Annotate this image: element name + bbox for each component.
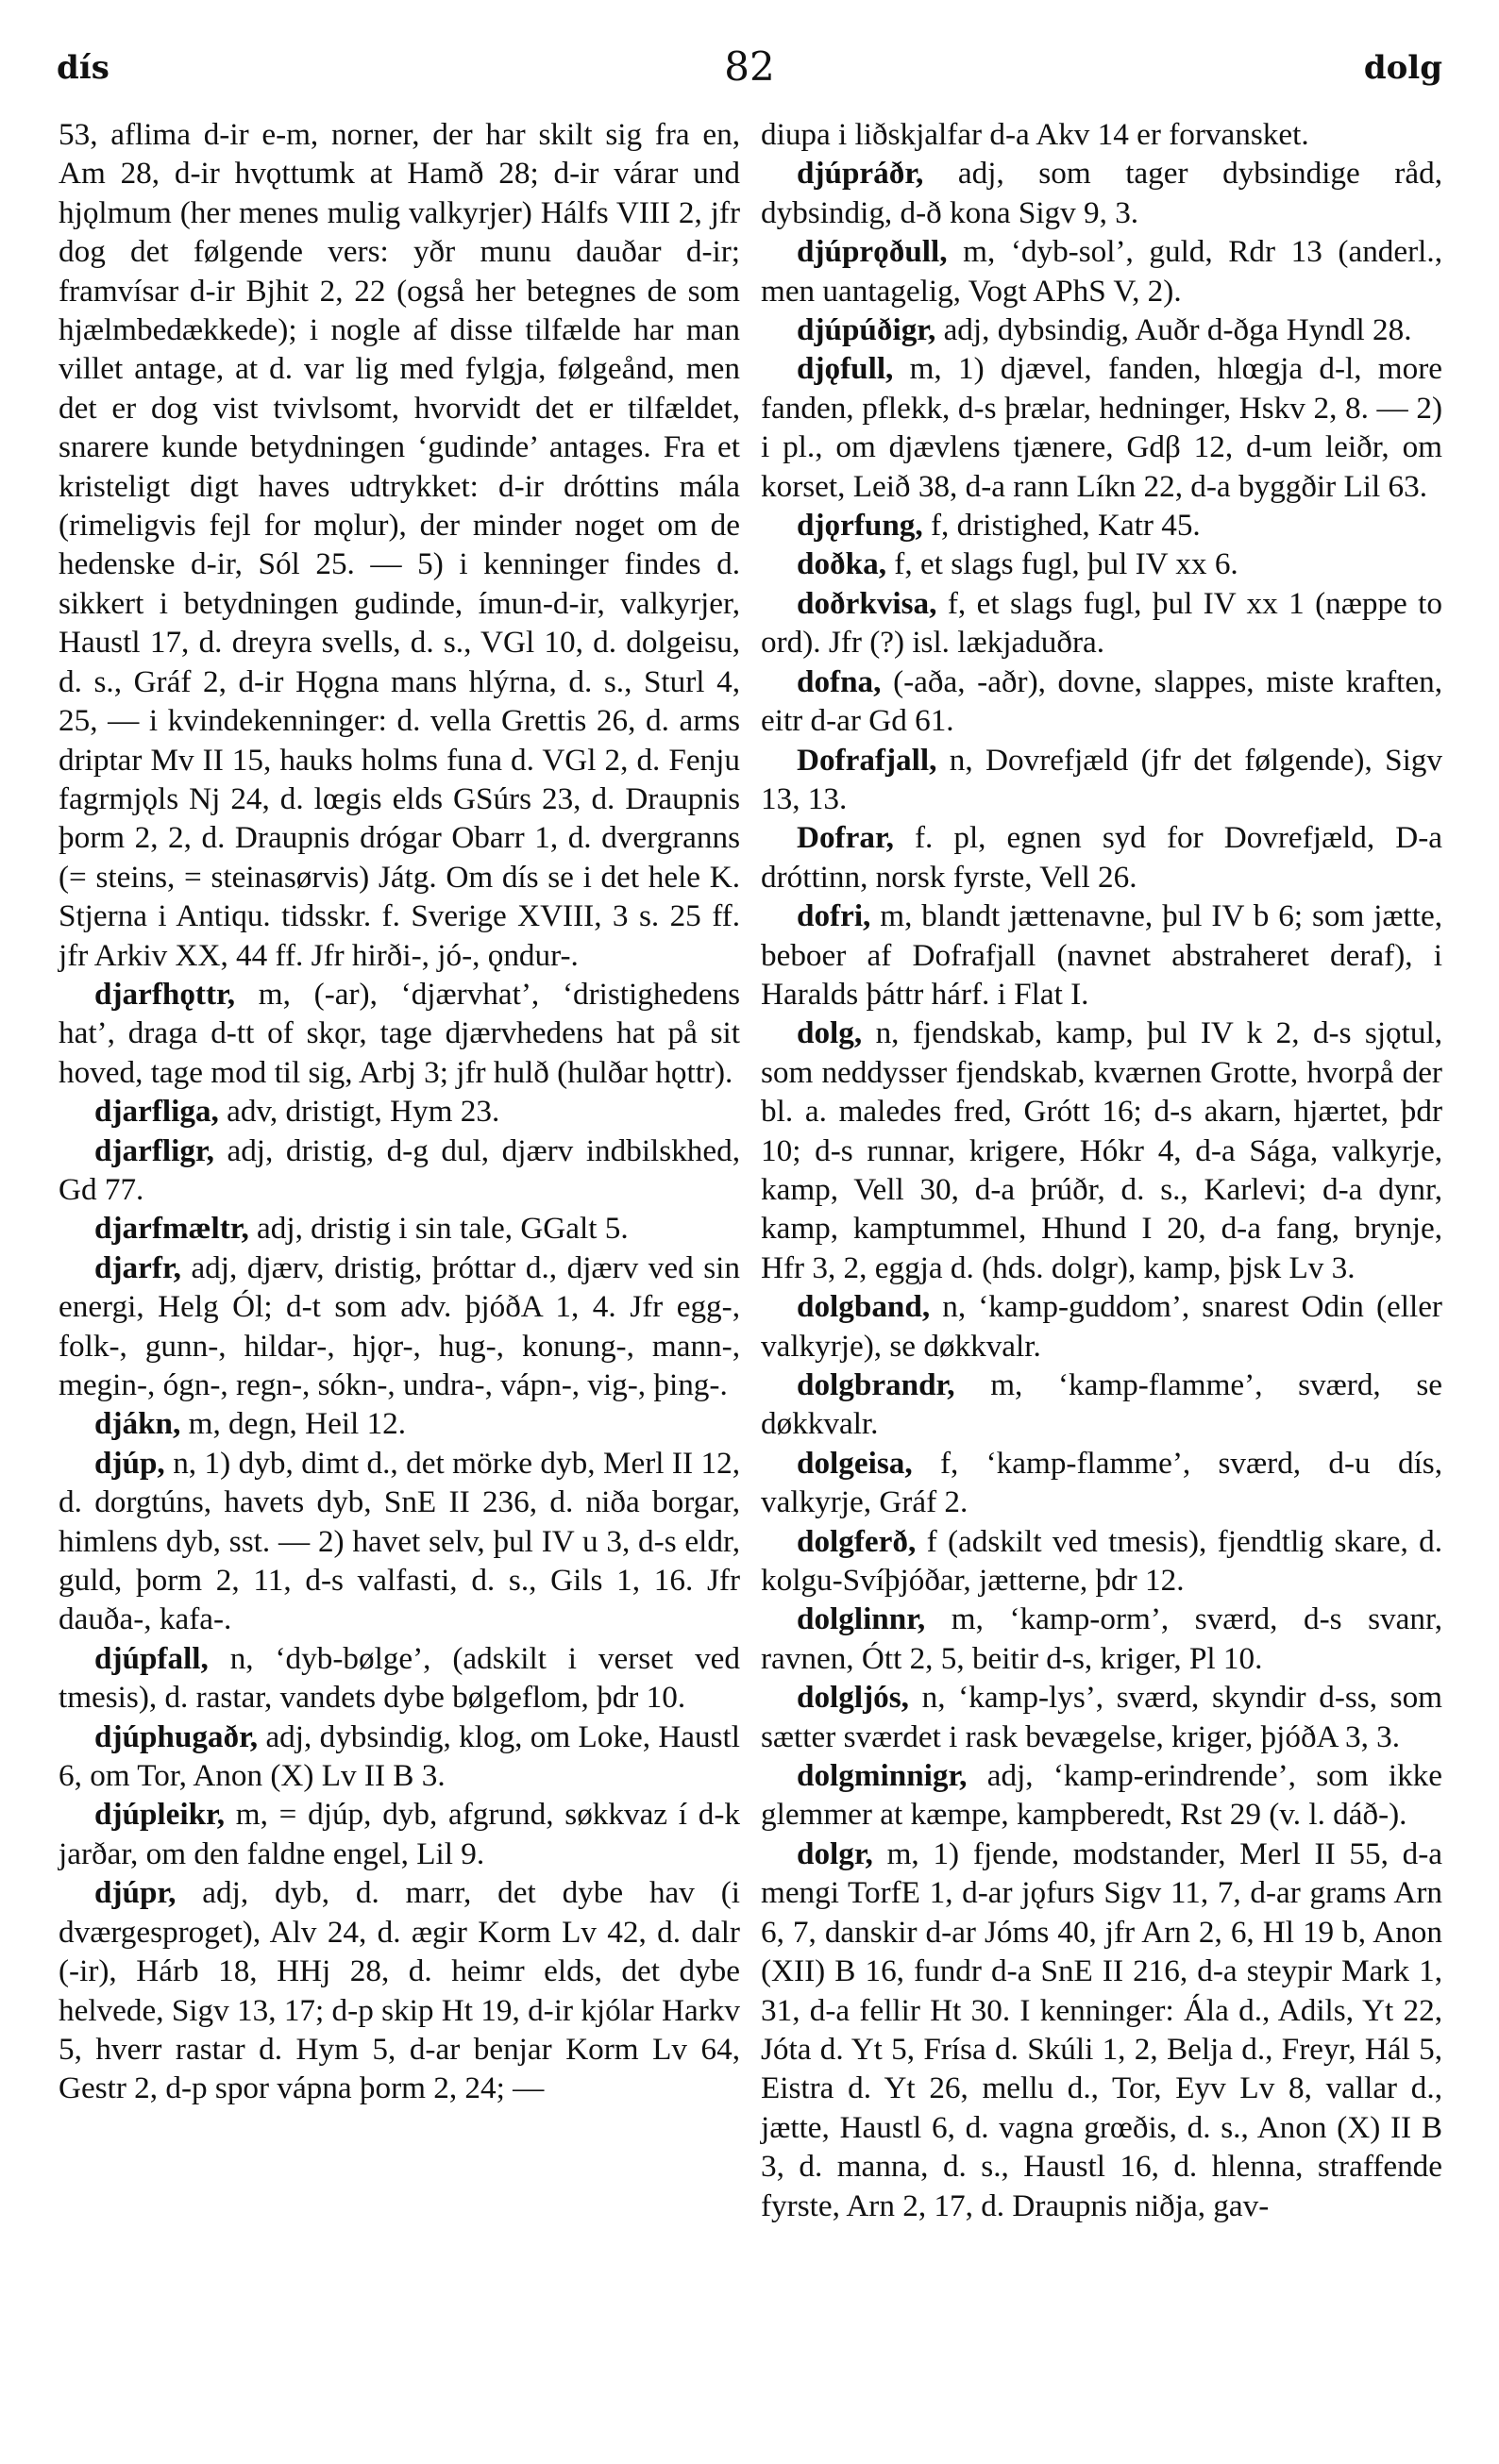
dictionary-entry xyxy=(761,154,1442,232)
dictionary-entry xyxy=(761,1287,1442,1366)
dictionary-entry xyxy=(59,1444,740,1639)
entry-headword: dolgljós, xyxy=(797,1680,909,1716)
entry-headword: djúpleikr, xyxy=(94,1797,226,1833)
dictionary-entry xyxy=(761,662,1442,741)
entry-headword: djarfhǫttr, xyxy=(94,976,236,1012)
entry-headword: doðka, xyxy=(797,546,886,582)
entry-headword: djǫrfung, xyxy=(797,508,923,544)
dictionary-entry xyxy=(761,1522,1442,1601)
dictionary-entry xyxy=(761,232,1442,310)
entry-headword: djúp, xyxy=(94,1445,165,1481)
dictionary-entry xyxy=(59,1718,740,1796)
entry-headword: dolgr, xyxy=(797,1835,873,1871)
entry-text: m, blandt jættenavne, þul IV b 6; som jætte, beboer af Dofrafjall (navnet abstraheret deraf), i Haralds þáttr hárf. i Flat I. xyxy=(761,898,1442,1012)
entry-text: f. pl, egnen syd for Dovrefjæld, D-a dróttinn, norsk fyrste, Vell 26. xyxy=(761,820,1442,895)
entry-text: adj, som tager dybsindige råd, dybsindig, d-ð kona Sigv 9, 3. xyxy=(761,156,1442,230)
entry-headword: djúprǫðull, xyxy=(797,234,948,270)
running-head-left: dís xyxy=(57,49,109,87)
entry-headword: djarfr, xyxy=(94,1249,181,1285)
entry-headword: djarfliga, xyxy=(94,1094,219,1130)
entry-text: f, dristighed, Katr 45. xyxy=(922,508,1201,544)
dictionary-entry xyxy=(59,1639,740,1718)
page-header xyxy=(0,43,1499,106)
entry-text: m, degn, Heil 12. xyxy=(180,1406,407,1442)
entry-text: m, ‘kamp-flamme’, sværd, se døkkvalr. xyxy=(761,1367,1442,1442)
dictionary-entry xyxy=(59,1404,740,1443)
entry-text: adj, dybsindig, klog, om Loke, Haustl 6, om Tor, Anon (X) Lv II B 3. xyxy=(59,1718,740,1794)
entry-headword: djarfligr, xyxy=(94,1132,214,1168)
entry-headword: djarfmæltr, xyxy=(94,1211,249,1247)
dictionary-entry xyxy=(59,1249,740,1405)
entry-text: n, 1) dyb, dimt d., det mörke dyb, Merl II 12, d. dorgtúns, havets dyb, SnE II 236, d. niða borgar, himlens dyb, sst. — 2) havet selv, þul IV u 3, d-s eldr, guld, þorm 2, 11, d-s valfasti, d. s., Gils 1, 16. Jfr dauða-, kafa-. xyxy=(59,1445,740,1637)
entry-headword: dolgband, xyxy=(797,1289,931,1325)
entry-headword: dofri, xyxy=(797,898,871,934)
dictionary-entry xyxy=(59,1092,740,1131)
entry-text: m, ‘dyb-sol’, guld, Rdr 13 (anderl., men uantagelig, Vogt APhS V, 2). xyxy=(761,234,1442,309)
dictionary-entry xyxy=(59,1795,740,1873)
entry-headword: dolgeisa, xyxy=(797,1445,913,1481)
entry-text: adj, dristig, d-g dul, djærv indbilskhed, Gd 77. xyxy=(59,1132,740,1207)
dictionary-entry xyxy=(761,741,1442,819)
entry-text: adj, dristig i sin tale, GGalt 5. xyxy=(248,1211,629,1247)
entry-text: adj, dyb, d. marr, det dybe hav (i dværgesproget), Alv 24, d. ægir Korm Lv 42, d. dalr (-ir), Hárb 18, HHj 28, d. heimr elds, det dybe helvede, Sigv 13, 17; d-p skip Ht 19, d-ir kjólar Harkv 5, hverr rastar d. Hym 5, d-ar benjar Korm Lv 64, Gestr 2, d-p spor vápna þorm 2, 24; — xyxy=(59,1875,740,2106)
entry-headword: djúpúðigr, xyxy=(797,312,936,348)
entry-headword: djákn, xyxy=(94,1406,181,1442)
entry-text: f (adskilt ved tmesis), fjendtlig skare, d. kolgu-Svíþjóðar, jætterne, þdr 12. xyxy=(761,1523,1442,1599)
entry-text: m, ‘kamp-orm’, sværd, d-s svanr, ravnen, Ótt 2, 5, beitir d-s, kriger, Pl 10. xyxy=(761,1601,1442,1676)
entry-headword: dofna, xyxy=(797,663,882,699)
dictionary-entry xyxy=(761,1444,1442,1522)
dictionary-entry xyxy=(59,1209,740,1248)
entry-headword: dolg, xyxy=(797,1015,863,1051)
dictionary-entry xyxy=(761,584,1442,662)
entry-text: adv, dristigt, Hym 23. xyxy=(218,1094,500,1130)
dictionary-entry xyxy=(761,310,1442,349)
dictionary-entry xyxy=(761,545,1442,583)
entry-text: f, et slags fugl, þul IV xx 6. xyxy=(886,546,1238,582)
entry-text: m, = djúp, dyb, afgrund, søkkvaz í d-k jarðar, om den faldne engel, Lil 9. xyxy=(59,1797,740,1871)
entry-headword: djúpr, xyxy=(94,1875,177,1911)
left-column xyxy=(59,115,740,2108)
entry-headword: dolgminnigr, xyxy=(797,1758,968,1794)
entry-text: adj, ‘kamp-erindrende’, som ikke glemmer at kæmpe, kampberedt, Rst 29 (v. l. dáð-). xyxy=(761,1758,1442,1833)
entry-headword: dolgferð, xyxy=(797,1523,917,1559)
dictionary-entry xyxy=(761,1756,1442,1835)
entry-text: adj, dybsindig, Auðr d-ðga Hyndl 28. xyxy=(935,312,1412,348)
entry-headword: doðrkvisa, xyxy=(797,585,937,621)
entry-text: n, ‘dyb-bølge’, (adskilt i verset ved tmesis), d. rastar, vandets dybe bølgeflom, þdr 10. xyxy=(59,1640,740,1716)
entry-headword: dolgbrandr, xyxy=(797,1367,955,1402)
entry-text: (-aða, -aðr), dovne, slappes, miste kraften, eitr d-ar Gd 61. xyxy=(761,663,1442,739)
entry-text: n, ‘kamp-guddom’, snarest Odin (eller valkyrje), se døkkvalr. xyxy=(761,1289,1442,1364)
entry-headword: djúpfall, xyxy=(94,1640,209,1676)
entry-text: f, et slags fugl, þul IV xx 1 (næppe to ord). Jfr (?) isl. lækjaduðra. xyxy=(761,585,1442,661)
entry-headword: djúphugaðr, xyxy=(94,1718,259,1754)
entry-text: f, ‘kamp-flamme’, sværd, d-u dís, valkyrje, Gráf 2. xyxy=(761,1445,1442,1520)
running-head-right: dolg xyxy=(1363,49,1442,87)
entry-headword: djúpráðr, xyxy=(797,156,924,192)
entry-text: m, 1) fjende, modstander, Merl II 55, d-a mengi TorfE 1, d-ar jǫfurs Sigv 11, 7, d-ar grams Arn 6, 7, danskir d-ar Jóms 40, jfr Arn 2, 6, Hl 19 b, Anon (XII) B 16, fundr d-a SnE II 216, d-a steypir Mark 1, 31, d-a fellir Ht 30. I kenninger: Ála d., Adils, Yt 22, Jóta d. Yt 5, Frísa d. Skúli 1, 2, Belja d., Freyr, Hál 5, Eistra d. Yt 26, mellu d., Tor, Eyv Lv 8, vallar d., jætte, Haustl 6, d. vagna grœðis, d. s., Anon (X) II B 3, d. manna, d. s., Haustl 16, d. hlenna, straffende fyrste, Arn 2, 17, d. Draupnis niðja, gav- xyxy=(761,1835,1442,2223)
entry-text: m, (-ar), ‘djærvhat’, ‘dristighedens hat’, draga d-tt of skǫr, tage djærvhedens hat på sit hoved, tage mod til sig, Arbj 3; jfr hulð (hulðar hǫttr). xyxy=(59,976,740,1090)
entry-text: m, 1) djævel, fanden, hlœgja d-l, more fanden, pflekk, d-s þrælar, hedninger, Hskv 2, 8. — 2) i pl., om djævlens tjænere, Gdβ 12, d-um leiðr, om korset, Leið 38, d-a rann Líkn 22, d-a byggðir Lil 63. xyxy=(761,351,1442,504)
dictionary-entry xyxy=(761,1600,1442,1678)
entry-text: n, ‘kamp-lys’, sværd, skyndir d-ss, som sætter sværdet i rask bevægelse, kriger, þjóðA 3, 3. xyxy=(761,1680,1442,1754)
dictionary-entry xyxy=(761,1014,1442,1287)
entry-headword: dolglinnr, xyxy=(797,1601,926,1637)
dictionary-entry xyxy=(761,818,1442,897)
dictionary-entry xyxy=(761,1835,1442,2225)
entry-headword: Dofrafjall, xyxy=(797,742,937,778)
entry-text: n, Dovrefjæld (jfr det følgende), Sigv 13, 13. xyxy=(761,742,1442,816)
entry-text: adj, djærv, dristig, þróttar d., djærv ved sin energi, Helg Ól; d-t som adv. þjóðA 1, 4. Jfr egg-, folk-, gunn-, hildar-, hjǫr-, hug-, konung-, mann-, megin-, ógn-, regn-, sókn-, undra-, vápn-, vig-, þing-. xyxy=(59,1249,740,1402)
dictionary-entry xyxy=(761,349,1442,506)
dictionary-entry xyxy=(761,1366,1442,1444)
entry-continuation xyxy=(59,115,740,975)
entry-continuation xyxy=(761,115,1442,154)
dictionary-entry xyxy=(761,897,1442,1014)
entry-text: 53, aflima d-ir e-m, norner, der har skilt sig fra en, Am 28, d-ir hvǫttumk at Hamð 28; d-ir várar und hjǫlmum (her menes mulig valkyrjer) Hálfs VIII 2, jfr dog det følgende vers: yðr munu dauðar d-ir; framvísar d-ir Bjhit 2, 22 (også her betegnes de som hjælmbedækkede); i nogle af disse tilfælde har man villet antage, at d. var lig med fylgja, følgeånd, men det er dog vist tvivlsomt, hvorvidt det er tilfældet, snarere kunde betydningen ‘gudinde’ antages. Fra et kristeligt digt haves udtrykket: d-ir dróttins mála (rimeligvis fejl for mǫlur), der minder noget om de hedenske d-ir, Sól 25. — 5) i kenninger findes d. sikkert i betydningen gudinde, ímun-d-ir, valkyrjer, Haustl 17, d. dreyra svells, d. s., VGl 10, d. dolgeisu, d. s., Gráf 2, d-ir Hǫgna mans hlýrna, d. s., Sturl 4, 25, — i kvindekenninger: d. vella Grettis 26, d. arms driptar Mv II 15, hauks holms funa d. VGl 2, d. Fenju fagrmjǫls Nj 24, d. lœgis elds GSúrs 23, d. Draupnis þorm 2, 2, d. Draupnis drógar Obarr 1, d. dvergranns (= steins, = steinasørvis) Játg. Om dís se i det hele K. Stjerna i Antiqu. tidsskr. f. Sverige XVIII, 3 s. 25 ff. jfr Arkiv XX, 44 ff. Jfr hirði-, jó-, ǫndur-. xyxy=(59,117,740,973)
entry-text: n, fjendskab, kamp, þul IV k 2, d-s sjǫtul, som neddysser fjendskab, kværnen Grotte, hvorpå der bl. a. maledes fred, Grótt 16; d-s akarn, hjærtet, þdr 10; d-s runnar, krigere, Hókr 4, d-a Sága, valkyrje, kamp, Vell 30, d-a þrúðr, d. s., Karlevi; d-a dynr, kamp, kamptummel, Hhund I 20, d-a fang, brynje, Hfr 3, 2, eggja d. (hds. dolgr), kamp, þjsk Lv 3. xyxy=(761,1015,1442,1285)
entry-headword: djǫfull, xyxy=(797,351,894,387)
dictionary-entry xyxy=(59,1131,740,1210)
dictionary-entry xyxy=(59,975,740,1092)
dictionary-entry xyxy=(59,1873,740,2107)
dictionary-entry xyxy=(761,506,1442,545)
dictionary-entry xyxy=(761,1678,1442,1756)
right-column xyxy=(761,115,1442,2225)
page-number: 82 xyxy=(724,43,775,90)
entry-text: diupa i liðskjalfar d-a Akv 14 er forvansket. xyxy=(761,117,1309,152)
entry-headword: Dofrar, xyxy=(797,820,894,856)
